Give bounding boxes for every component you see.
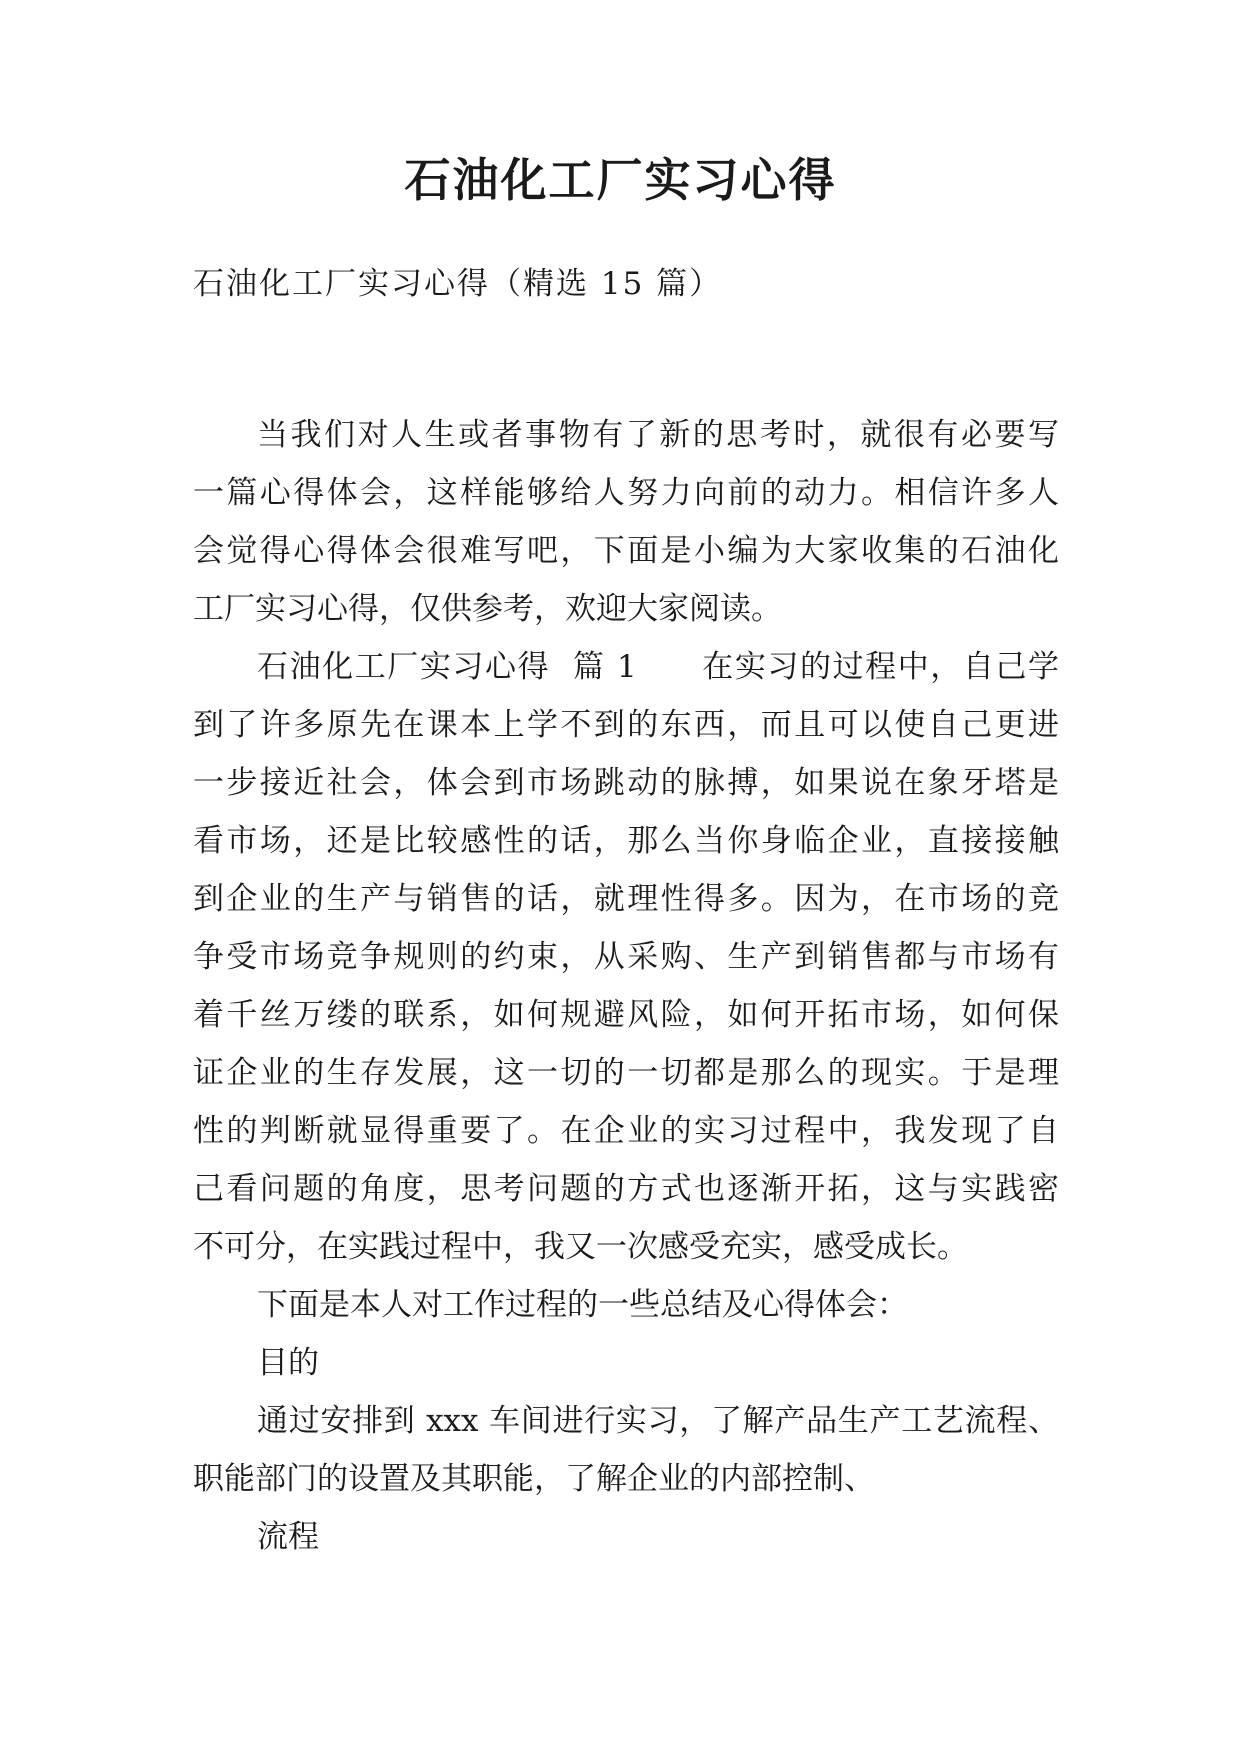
paragraph-line: 工厂实习心得，仅供参考，欢迎大家阅读。 [193,591,782,627]
paragraph-line: 到企业的生产与销售的话，就理性得多。因为，在市场的竞 [193,881,1059,917]
paragraph-line: 流程 [257,1519,319,1555]
document-title: 石油化工厂实习心得 [404,153,837,207]
paragraph-line: 己看问题的角度，思考问题的方式也逐渐开拓，这与实践密 [193,1171,1059,1207]
paragraph-line: 不可分，在实践过程中，我又一次感受充实，感受成长。 [193,1229,968,1265]
paragraph-line: 当我们对人生或者事物有了新的思考时，就很有必要写 [257,417,1059,453]
paragraph-line: 一步接近社会，体会到市场跳动的脉搏，如果说在象牙塔是 [193,765,1059,801]
paragraph-line: 职能部门的设置及其职能，了解企业的内部控制、 [193,1461,875,1497]
paragraph-line: 会觉得心得体会很难写吧，下面是小编为大家收集的石油化 [193,533,1059,569]
paragraph-line: 一篇心得体会，这样能够给人努力向前的动力。相信许多人 [193,475,1059,511]
section-heading-line [193,638,1059,696]
paragraph-line: 证企业的生存发展，这一切的一切都是那么的现实。于是理 [193,1055,1059,1091]
document-subtitle: 石油化工厂实习心得（精选 15 篇） [193,266,723,302]
paragraph-line: 看市场，还是比较感性的话，那么当你身临企业，直接接触 [193,823,1059,859]
paragraph-line: 着千丝万缕的联系，如何规避风险，如何开拓市场，如何保 [193,997,1059,1033]
paragraph-line: 到了许多原先在课本上学不到的东西，而且可以使自己更进 [193,707,1059,743]
paragraph-line: 目的 [257,1345,319,1381]
document-body [193,406,1059,1566]
section-heading: 石油化工厂实习心得 篇 1 [257,649,637,685]
paragraph-line: 争受市场竞争规则的约束，从采购、生产到销售都与市场有 [193,939,1059,975]
paragraph-line: 性的判断就显得重要了。在企业的实习过程中，我发现了自 [193,1113,1059,1149]
paragraph-line: 下面是本人对工作过程的一些总结及心得体会： [257,1287,908,1323]
paragraph-line: 通过安排到 xxx 车间进行实习，了解产品生产工艺流程、 [257,1403,1059,1439]
section-first-text: 在实习的过程中，自己学 [700,649,1059,685]
